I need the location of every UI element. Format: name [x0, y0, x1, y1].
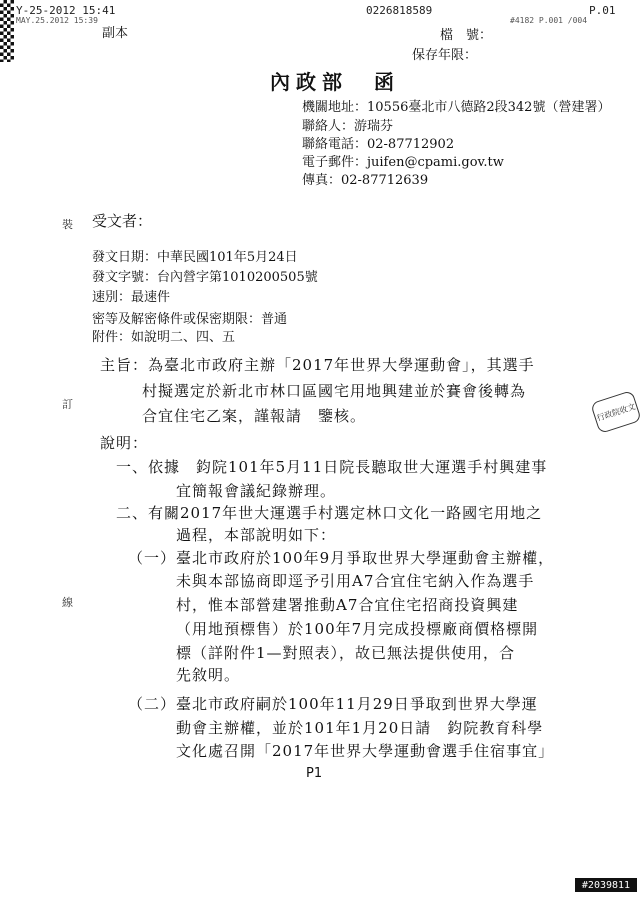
sender-contact: 聯絡人：游瑞芬 [302, 119, 394, 134]
sub1-line: 標（詳附件1—對照表），故已無法提供使用，合 [176, 644, 516, 662]
document-number: 發文字號：台內營字第1010200505號 [92, 270, 318, 285]
sub2-line: 文化處召開「2017年世界大學運動會選手住宿事宜」 [176, 742, 555, 760]
binding-mark-middle: 訂 [62, 398, 73, 411]
document-title: 內政部 函 [270, 70, 400, 94]
receipt-stamp: 行政院收文 [590, 390, 640, 434]
fax-datetime: Y-25-2012 15:41 [16, 4, 116, 17]
sub1-line: （一）臺北市政府於100年9月爭取世界大學運動會主辦權， [128, 549, 555, 567]
sender-phone: 聯絡電話：02-87712902 [302, 137, 455, 152]
binding-mark-top: 裝 [62, 218, 73, 231]
sub1-line: 先敘明。 [176, 666, 241, 684]
recipient-line: 受文者： [92, 212, 153, 230]
item1-line: 宜簡報會議紀錄辦理。 [176, 482, 337, 500]
issue-date: 發文日期：中華民國101年5月24日 [92, 250, 298, 265]
sub1-line: 村，惟本部營建署推動A7合宜住宅招商投資興建 [176, 596, 519, 614]
subject-line: 主旨：為臺北市政府主辦「2017年世界大學運動會」，其選手 [100, 356, 535, 374]
item2-line: 二、有關2017年世大運選手村選定林口文化一路國宅用地之 [116, 504, 543, 522]
speed-class: 速別：最速件 [92, 290, 171, 305]
file-number-field: 檔 號： [440, 28, 493, 43]
sender-fax: 傳真：02-87712639 [302, 173, 429, 188]
subject-line: 合宜住宅乙案，謹報請 鑒核。 [142, 407, 367, 425]
sender-address: 機關地址：10556臺北市八德路2段342號（營建署） [302, 100, 611, 115]
fax-page-label: P.01 [589, 4, 616, 17]
sub1-line: （用地預標售）於100年7月完成投標廠商價格標開 [176, 620, 539, 638]
fax-page-sub: #4182 P.001 /004 [510, 16, 588, 25]
sub1-line: 未與本部協商即逕予引用A7合宜住宅納入作為選手 [176, 572, 535, 590]
fax-subline: MAY.25.2012 15:39 [16, 16, 98, 25]
sub2-line: 動會主辦權，並於101年1月20日請 鈞院教育科學 [176, 719, 544, 737]
page-number: P1 [306, 766, 323, 781]
copy-label: 副本 [102, 26, 129, 41]
attachments: 附件：如說明二、四、五 [92, 330, 236, 345]
subject-line: 村擬選定於新北市林口區國宅用地興建並於賽會後轉為 [142, 382, 527, 400]
fax-checker-mark [0, 0, 14, 62]
sender-email: 電子郵件：juifen@cpami.gov.tw [302, 155, 504, 170]
item2-line: 過程，本部說明如下： [176, 526, 337, 544]
sub2-line: （二）臺北市政府嗣於100年11月29日爭取到世界大學運 [128, 695, 538, 713]
secrecy-level: 密等及解密條件或保密期限：普通 [92, 312, 288, 327]
document-tag: #2039811 [575, 878, 637, 892]
binding-mark-bottom: 線 [62, 596, 73, 609]
retention-field: 保存年限： [412, 48, 478, 63]
explain-label: 說明： [100, 434, 149, 452]
item1-line: 一、依據 鈞院101年5月11日院長聽取世大運選手村興建事 [116, 458, 548, 476]
fax-number: 0226818589 [366, 4, 433, 17]
